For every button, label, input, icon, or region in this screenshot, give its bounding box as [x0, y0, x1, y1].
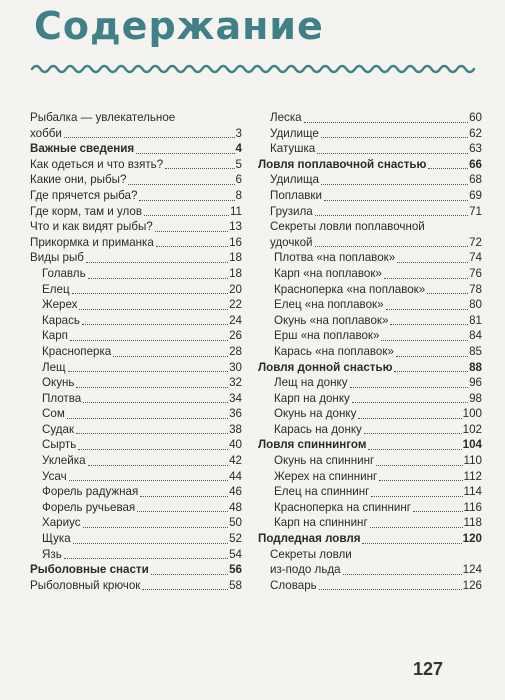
toc-right-column	[258, 110, 482, 593]
toc-entry-title: Грузила	[270, 204, 313, 218]
toc-entry	[258, 531, 482, 547]
toc-entry-page: 78	[469, 282, 482, 296]
dot-leader	[83, 527, 229, 528]
toc-entry-page: 110	[463, 454, 482, 468]
toc-entry-title: Словарь	[270, 578, 317, 592]
toc-entry-page: 81	[469, 313, 482, 327]
toc-entry-page: 8	[235, 188, 242, 202]
dot-leader	[315, 246, 469, 247]
toc-entry-page: 76	[469, 266, 482, 280]
dot-leader	[397, 262, 468, 263]
page-title: Содержание	[34, 4, 324, 48]
dot-leader	[321, 137, 468, 138]
toc-entry-title: Голавль	[42, 266, 86, 280]
toc-entry-title: удочкой	[270, 235, 313, 249]
toc-entry	[30, 562, 242, 578]
toc-entry	[258, 391, 482, 407]
dot-leader	[352, 402, 468, 403]
toc-entry	[258, 437, 482, 453]
toc-entry-title: Поплавки	[270, 188, 322, 202]
toc-entry-page: 102	[462, 422, 482, 436]
toc-entry	[30, 141, 242, 157]
toc-entry-page: 36	[229, 407, 242, 421]
toc-entry	[258, 344, 482, 360]
dot-leader	[78, 449, 228, 450]
dot-leader	[76, 387, 228, 388]
toc-entry	[30, 515, 242, 531]
toc-entry-title: Подледная ловля	[258, 532, 361, 546]
toc-entry-title: Удилище	[270, 126, 319, 140]
toc-entry	[30, 188, 242, 204]
toc-entry-title: Что и как видят рыбы?	[30, 220, 153, 234]
dot-leader	[136, 153, 234, 154]
dot-leader	[368, 449, 461, 450]
toc-entry-page: 112	[463, 469, 482, 483]
toc-entry-title: Окунь на донку	[274, 407, 357, 421]
toc-entry-page: 18	[229, 266, 242, 280]
toc-entry-page: 18	[229, 251, 242, 265]
toc-entry-title: Ловля спиннингом	[258, 438, 367, 452]
toc-entry-title: Судак	[42, 422, 75, 436]
dot-leader	[82, 324, 228, 325]
dot-leader	[413, 511, 463, 512]
toc-entry-page: 20	[229, 282, 242, 296]
toc-entry-page: 84	[469, 329, 482, 343]
toc-entry-title: Лещ на донку	[274, 376, 348, 390]
dot-leader	[394, 371, 468, 372]
toc-entry-page: 16	[229, 235, 242, 249]
toc-entry	[258, 453, 482, 469]
toc-entry-page: 80	[469, 298, 482, 312]
dot-leader	[321, 184, 468, 185]
toc-entry	[30, 282, 242, 298]
toc-entry-title: Рыболовные снасти	[30, 563, 149, 577]
toc-entry-title: Карп на донку	[274, 391, 350, 405]
toc-entry-page: 13	[229, 220, 242, 234]
toc-entry-page: 46	[229, 485, 242, 499]
toc-entry	[30, 204, 242, 220]
dot-leader	[73, 543, 228, 544]
toc-entry	[30, 344, 242, 360]
dot-leader	[428, 168, 468, 169]
dot-leader	[362, 543, 461, 544]
toc-entry-title: Прикормка и приманка	[30, 235, 154, 249]
toc-entry	[30, 391, 242, 407]
toc-entry-page: 5	[235, 157, 242, 171]
dot-leader	[165, 168, 234, 169]
dot-leader	[79, 309, 228, 310]
dot-leader	[324, 200, 468, 201]
toc-entry	[30, 110, 242, 141]
toc-entry	[258, 141, 482, 157]
toc-entry-title: Красноперка	[42, 344, 112, 358]
toc-entry-title: из-подо льда	[270, 563, 341, 577]
toc-entry-title: хобби	[30, 126, 62, 140]
dot-leader	[88, 278, 228, 279]
dot-leader	[390, 324, 468, 325]
dot-leader	[317, 153, 468, 154]
toc-entry	[258, 375, 482, 391]
toc-entry-title: Где прячется рыба?	[30, 188, 138, 202]
toc-entry	[258, 157, 482, 173]
toc-entry-page: 114	[463, 485, 482, 499]
toc-entry-title: Как одеться и что взять?	[30, 157, 164, 171]
toc-entry-page: 42	[229, 454, 242, 468]
toc-entry	[30, 328, 242, 344]
toc-entry-page: 96	[469, 376, 482, 390]
toc-left-column	[30, 110, 242, 593]
dot-leader	[64, 558, 228, 559]
toc-entry-page: 100	[462, 407, 482, 421]
toc-entry-page: 124	[462, 563, 482, 577]
toc-entry-title: Плотва «на поплавок»	[274, 251, 396, 265]
toc-entry-page: 28	[229, 344, 242, 358]
toc-entry-page: 68	[469, 173, 482, 187]
toc-entry	[30, 360, 242, 376]
toc-entry-title: Усач	[42, 469, 67, 483]
toc-entry	[258, 547, 482, 578]
toc-entry	[30, 500, 242, 516]
toc-entry	[30, 469, 242, 485]
dot-leader	[67, 418, 228, 419]
dot-leader	[137, 511, 228, 512]
toc-entry-title: Ловля поплавочной снастью	[258, 157, 427, 171]
dot-leader	[386, 309, 469, 310]
dot-leader	[371, 496, 462, 497]
toc-entry	[258, 297, 482, 313]
toc-entry	[30, 172, 242, 188]
dot-leader	[370, 527, 463, 528]
dot-leader	[384, 278, 468, 279]
toc-entry-page: 98	[469, 391, 482, 405]
toc-entry-title: Карась	[42, 313, 80, 327]
dot-leader	[396, 356, 468, 357]
toc-entry-title: Где корм, там и улов	[30, 204, 143, 218]
toc-entry-title: Жерех	[42, 298, 78, 312]
toc-entry	[30, 250, 242, 266]
toc-entry-title: Плотва	[42, 391, 82, 405]
dot-leader	[315, 215, 468, 216]
toc-entry-page: 120	[462, 532, 482, 546]
toc-entry-title: Красноперка «на поплавок»	[274, 282, 426, 296]
toc-entry-title: Уклейка	[42, 454, 86, 468]
toc-entry-title: Хариус	[42, 516, 81, 530]
toc-entry	[258, 360, 482, 376]
toc-entry-page: 11	[229, 204, 242, 218]
dot-leader	[427, 293, 468, 294]
toc-entry-page: 24	[229, 313, 242, 327]
toc-entry-title: Ловля донной снастью	[258, 360, 393, 374]
dot-leader	[156, 246, 228, 247]
toc-entry-page: 26	[229, 329, 242, 343]
toc-entry-page: 63	[469, 142, 482, 156]
dot-leader	[140, 496, 228, 497]
toc-entry-title: Карась на донку	[274, 422, 362, 436]
toc-entry-title: Форель ручьевая	[42, 500, 136, 514]
dot-leader	[113, 356, 228, 357]
dot-leader	[86, 262, 228, 263]
toc-entry-title: Лещ	[42, 360, 66, 374]
toc-entry	[258, 422, 482, 438]
toc-entry-title: Виды рыб	[30, 251, 84, 265]
toc-entry	[258, 469, 482, 485]
toc-entry-page: 62	[469, 126, 482, 140]
toc-entry	[258, 172, 482, 188]
toc-entry-title: Елец «на поплавок»	[274, 298, 384, 312]
dot-leader	[69, 480, 228, 481]
toc-entry-title-line: Секреты ловли поплавочной	[270, 220, 425, 234]
toc-entry-page: 116	[463, 500, 482, 514]
toc-entry	[30, 313, 242, 329]
toc-entry-title: Форель радужная	[42, 485, 139, 499]
toc-entry	[30, 547, 242, 563]
toc-entry-title-line: Секреты ловли	[270, 547, 352, 561]
dot-leader	[70, 340, 228, 341]
dot-leader	[379, 480, 462, 481]
toc-entry-page: 58	[229, 578, 242, 592]
toc-entry-title: Леска	[270, 111, 302, 124]
toc-entry-title: Окунь на спиннинг	[274, 454, 375, 468]
toc-entry-page: 74	[469, 251, 482, 265]
dot-leader	[88, 465, 229, 466]
toc-entry	[258, 500, 482, 516]
dot-leader	[83, 402, 228, 403]
toc-entry-page: 72	[469, 235, 482, 249]
toc-entry-title: Карп	[42, 329, 68, 343]
dot-leader	[343, 574, 462, 575]
toc-entry	[258, 204, 482, 220]
page-number: 127	[412, 659, 443, 679]
toc-entry	[30, 266, 242, 282]
toc-entry-page: 88	[469, 360, 482, 374]
toc-entry	[30, 422, 242, 438]
toc-entry-title: Окунь	[42, 376, 75, 390]
toc-entry-page: 3	[235, 126, 242, 140]
toc-entry	[30, 375, 242, 391]
dot-leader	[64, 137, 235, 138]
toc-entry-page: 32	[229, 376, 242, 390]
toc-entry	[258, 126, 482, 142]
toc-entry	[258, 484, 482, 500]
toc-entry	[30, 235, 242, 251]
toc-entry	[258, 515, 482, 531]
dot-leader	[155, 231, 228, 232]
dot-leader	[358, 418, 461, 419]
toc-entry-page: 34	[229, 391, 242, 405]
toc-entry	[258, 282, 482, 298]
dot-leader	[142, 589, 228, 590]
toc-entry	[258, 313, 482, 329]
toc-entry	[30, 453, 242, 469]
dot-leader	[376, 465, 462, 466]
toc-entry-page: 118	[463, 516, 482, 530]
dot-leader	[304, 122, 468, 123]
toc-entry	[258, 406, 482, 422]
toc-entry	[30, 484, 242, 500]
dot-leader	[128, 184, 234, 185]
dot-leader	[76, 433, 228, 434]
toc-entry-page: 60	[469, 111, 482, 124]
dot-leader	[68, 371, 228, 372]
toc-entry	[258, 188, 482, 204]
dot-leader	[151, 574, 228, 575]
toc-entry	[30, 437, 242, 453]
toc-entry-title: Какие они, рыбы?	[30, 173, 127, 187]
toc-entry	[258, 110, 482, 126]
toc-entry-page: 126	[462, 578, 482, 592]
toc-entry-title: Сом	[42, 407, 65, 421]
toc-entry-title: Сырть	[42, 438, 77, 452]
toc-entry-title: Рыболовный крючок	[30, 578, 141, 592]
toc-entry-title: Катушка	[270, 142, 316, 156]
toc-entry-title: Жерех на спиннинг	[274, 469, 378, 483]
toc-entry-page: 71	[469, 204, 482, 218]
toc-entry-page: 85	[469, 344, 482, 358]
toc-entry-title: Важные сведения	[30, 142, 135, 156]
toc-entry-title: Карп на спиннинг	[274, 516, 368, 530]
toc-entry-page: 4	[235, 142, 242, 156]
toc-entry-page: 40	[229, 438, 242, 452]
dot-leader	[72, 293, 229, 294]
toc-entry-title: Ерш «на поплавок»	[274, 329, 380, 343]
toc-entry-page: 22	[229, 298, 242, 312]
toc-entry-page: 56	[229, 563, 242, 577]
dot-leader	[139, 200, 234, 201]
toc-entry	[30, 157, 242, 173]
toc-entry-page: 104	[462, 438, 482, 452]
toc-entry	[30, 219, 242, 235]
wave-divider-icon	[30, 62, 485, 76]
toc-entry	[30, 297, 242, 313]
dot-leader	[144, 215, 229, 216]
toc-entry-title: Окунь «на поплавок»	[274, 313, 389, 327]
dot-leader	[350, 387, 469, 388]
dot-leader	[381, 340, 468, 341]
toc-entry-title: Елец на спиннинг	[274, 485, 370, 499]
toc-entry	[258, 266, 482, 282]
toc-entry	[30, 578, 242, 594]
toc-entry-page: 30	[229, 360, 242, 374]
dot-leader	[319, 589, 462, 590]
toc-entry	[258, 578, 482, 594]
toc-entry	[258, 250, 482, 266]
toc-entry-page: 69	[469, 188, 482, 202]
toc-entry-title: Щука	[42, 532, 71, 546]
toc-entry	[30, 531, 242, 547]
dot-leader	[364, 433, 462, 434]
toc-entry-title: Карась «на поплавок»	[274, 344, 394, 358]
toc-entry-page: 66	[469, 157, 482, 171]
toc-entry-title-line: Рыбалка — увлекательное	[30, 111, 176, 124]
toc-entry-page: 48	[229, 500, 242, 514]
toc-entry-page: 38	[229, 422, 242, 436]
toc-entry-page: 44	[229, 469, 242, 483]
toc-entry-page: 52	[229, 532, 242, 546]
toc-entry	[258, 328, 482, 344]
toc-entry-title: Язь	[42, 547, 62, 561]
toc-entry	[258, 219, 482, 250]
toc-entry-title: Карп «на поплавок»	[274, 266, 382, 280]
toc-entry-page: 54	[229, 547, 242, 561]
toc-entry-page: 6	[235, 173, 242, 187]
toc-entry-title: Удилища	[270, 173, 319, 187]
toc-entry-title: Елец	[42, 282, 70, 296]
toc-entry-title: Красноперка на спиннинг	[274, 500, 412, 514]
toc-entry-page: 50	[229, 516, 242, 530]
toc-entry	[30, 406, 242, 422]
